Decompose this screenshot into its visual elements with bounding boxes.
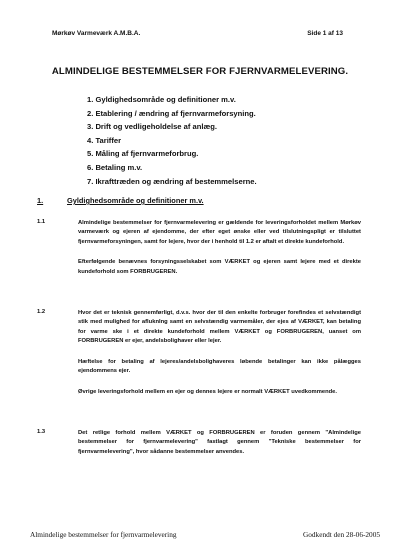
clause-body: [78, 429, 361, 457]
toc-item: 7. Ikrafttræden og ændring af bestemmelserne.: [87, 176, 257, 186]
header-company: Mørkøv Varmeværk A.M.B.A.: [52, 30, 141, 37]
header-page-number: Side 1 af 13: [307, 30, 343, 37]
clause-body: [78, 309, 361, 397]
toc-item: 6. Betaling m.v.: [87, 162, 143, 172]
clause-1-1: [37, 219, 363, 288]
clause-paragraph: Efterfølgende benævnes forsyningsselskabet som VÆRKET og ejeren samt lejere med et direkte kundeforhold som FORBRUGEREN.: [78, 259, 361, 275]
clause-1-2: [37, 309, 363, 409]
clause-number: 1.3: [37, 429, 46, 435]
clause-paragraph: Det retlige forhold mellem VÆRKET og FORBRUGEREN er foruden gennem "Almindelige bestemmelser for fjernvarmelevering" fastlagt gennem "Tekniske bestemmelser for fjernvarmelevering", hvor sådanne bestemmelser anvendes.: [78, 430, 361, 455]
section-title: Gyldighedsområde og definitioner m.v.: [67, 196, 204, 205]
clause-number: 1.2: [37, 309, 46, 315]
clause-1-3: [37, 429, 363, 468]
clause-body: [78, 219, 361, 277]
clause-paragraph: Hæftelse for betaling af lejeres/andelsbolighaveres løbende betalinger kan ikke pålægges ejendommens ejer.: [78, 358, 361, 374]
document-title: ALMINDELIGE BESTEMMELSER FOR FJERNVARMELEVERING.: [51, 66, 349, 77]
toc-item: 3. Drift og vedligeholdelse af anlæg.: [87, 122, 217, 132]
table-of-contents: [87, 93, 257, 188]
footer-approval-date: Godkendt den 28-06-2005: [302, 530, 380, 539]
toc-item: 4. Tariffer: [87, 135, 122, 145]
toc-item: 5. Måling af fjernvarmeforbrug.: [87, 149, 199, 159]
clause-paragraph: Hvor det er teknisk gennemførligt, d.v.s. hvor der til den enkelte forbruger forefindes et selvstændigt stik med mulighed for afluknIng samt en selvstændig varmemåler, der ejes af VÆRKET, kan betaling for varme ske i et direkte kundeforhold mellem VÆRKET og FORBRUGEREN, uanset om FORBRUGEREN er ejer, andelsbolighaver eller lejer.: [78, 310, 361, 344]
section-number: 1.: [37, 196, 44, 205]
footer-document-name: Almindelige bestemmelser for fjernvarmelevering: [30, 530, 177, 539]
clause-number: 1.1: [37, 219, 46, 225]
clause-paragraph: Almindelige bestemmelser for fjernvarmelevering er gældende for leveringsforholdet mellem Mørkøv varmeværk og ejeren af ejendomme, der efter eget ønske eller ved tilslutningspligt er tilsluttet fjernvarmeforsyningen, samt for lejere, hvor der i henhold til 1.2 er aftalt et direkte kundeforhold.: [78, 220, 361, 245]
clause-paragraph: Øvrige leveringsforhold mellem en ejer og dennes lejere er normalt VÆRKET uvedkommende.: [78, 388, 338, 395]
toc-item: 1. Gyldighedsområde og definitioner m.v.: [87, 95, 236, 104]
toc-item: 2. Etablering / ændring af fjernvarmeforsyning.: [87, 108, 256, 118]
section-heading: [37, 196, 363, 205]
